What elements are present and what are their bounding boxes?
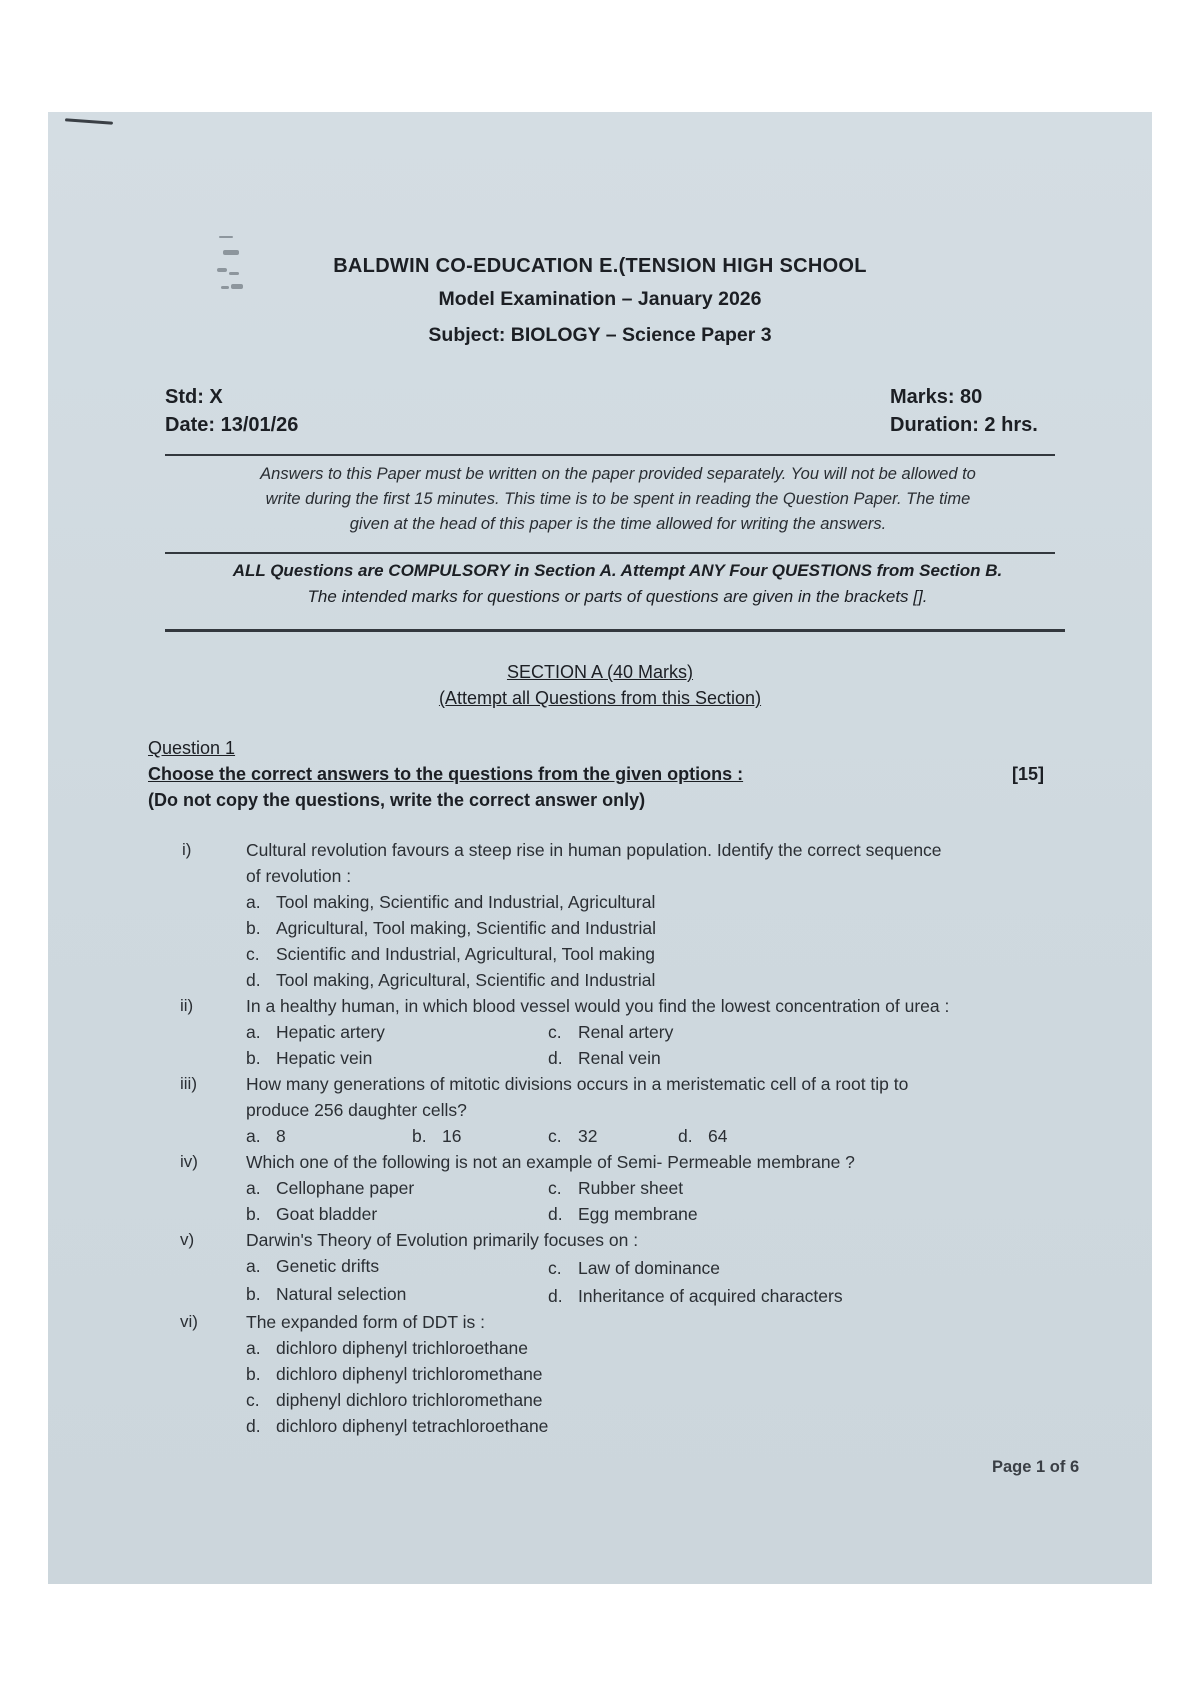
option: d. Egg membrane [548,1204,698,1224]
option: b. dichloro diphenyl trichloromethane [246,1364,543,1384]
option: c. Renal artery [548,1022,674,1042]
total-marks: Marks: 80 [890,386,983,408]
item-text: produce 256 daughter cells? [246,1100,467,1120]
item-text: Which one of the following is not an example of Semi- Permeable membrane ? [246,1152,855,1172]
question-note: (Do not copy the questions, write the correct answer only) [148,790,646,810]
option: a. Hepatic artery [246,1022,385,1042]
option: a. Genetic drifts [246,1256,380,1276]
item-text: Darwin's Theory of Evolution primarily focuses on : [246,1230,639,1250]
option: c. Law of dominance [548,1258,721,1278]
marks-note: The intended marks for questions or parts of questions are given in the brackets []. [307,587,928,606]
item-number: ii) [180,996,194,1015]
compulsory-line: ALL Questions are COMPULSORY in Section A. Attempt ANY Four QUESTIONS from Section B. [232,561,1003,580]
question-instruction: Choose the correct answers to the questions from the given options : [148,764,744,784]
item-number: i) [182,840,192,859]
school-name: BALDWIN CO-EDUCATION E.(TENSION HIGH SCHOOL [333,255,867,277]
option: d. 64 [678,1126,728,1146]
option: c. 32 [548,1126,598,1146]
exam-duration: Duration: 2 hrs. [890,414,1038,436]
instruction-line: Answers to this Paper must be written on the paper provided separately. You will not be allowed to [260,465,976,483]
question-label: Question 1 [148,738,236,758]
instruction-line: given at the head of this paper is the time allowed for writing the answers. [349,515,887,533]
option: b. Natural selection [246,1284,407,1304]
instruction-line: write during the first 15 minutes. This time is to be spent in reading the Question Paper. The time [265,490,971,508]
exam-date: Date: 13/01/26 [165,414,299,436]
standard-label: Std: X [165,386,223,408]
compulsory-note [165,558,1070,610]
item-text: The expanded form of DDT is : [246,1312,485,1332]
subject-title: Subject: BIOLOGY – Science Paper 3 [428,324,772,346]
item-number: vi) [180,1312,198,1331]
question-marks: [15] [1012,764,1045,784]
section-title: SECTION A (40 Marks) [506,662,694,682]
item-number: iv) [180,1152,198,1171]
option: d. dichloro diphenyl tetrachloroethane [246,1416,549,1436]
option: a. 8 [246,1126,286,1146]
page-number: Page 1 of 6 [992,1458,1080,1476]
instructions [168,462,1068,537]
divider [165,629,1065,632]
section-subtitle: (Attempt all Questions from this Section) [438,688,762,708]
item-number: iii) [180,1074,197,1093]
option: d. Tool making, Agricultural, Scientific and Industrial [246,970,656,990]
option: b. Hepatic vein [246,1048,373,1068]
option: b. Goat bladder [246,1204,378,1224]
divider [165,552,1055,554]
option: c. Rubber sheet [548,1178,684,1198]
option: b. 16 [412,1126,462,1146]
option: a. Tool making, Scientific and Industrial, Agricultural [246,892,656,912]
item-text: Cultural revolution favours a steep rise in human population. Identify the correct sequence [246,840,942,860]
exam-title: Model Examination – January 2026 [438,288,762,310]
option: a. Cellophane paper [246,1178,415,1198]
item-text: How many generations of mitotic divisions occurs in a meristematic cell of a root tip to [246,1074,909,1094]
item-text: In a healthy human, in which blood vessel would you find the lowest concentration of urea : [246,996,950,1016]
item-text: of revolution : [246,866,352,886]
option: d. Renal vein [548,1048,661,1068]
item-number: v) [180,1230,195,1249]
option: c. Scientific and Industrial, Agricultural, Tool making [246,944,656,964]
option: d. Inheritance of acquired characters [548,1286,843,1306]
option: c. diphenyl dichloro trichloromethane [246,1390,543,1410]
divider [165,454,1055,456]
option: b. Agricultural, Tool making, Scientific and Industrial [246,918,657,938]
option: a. dichloro diphenyl trichloroethane [246,1338,528,1358]
